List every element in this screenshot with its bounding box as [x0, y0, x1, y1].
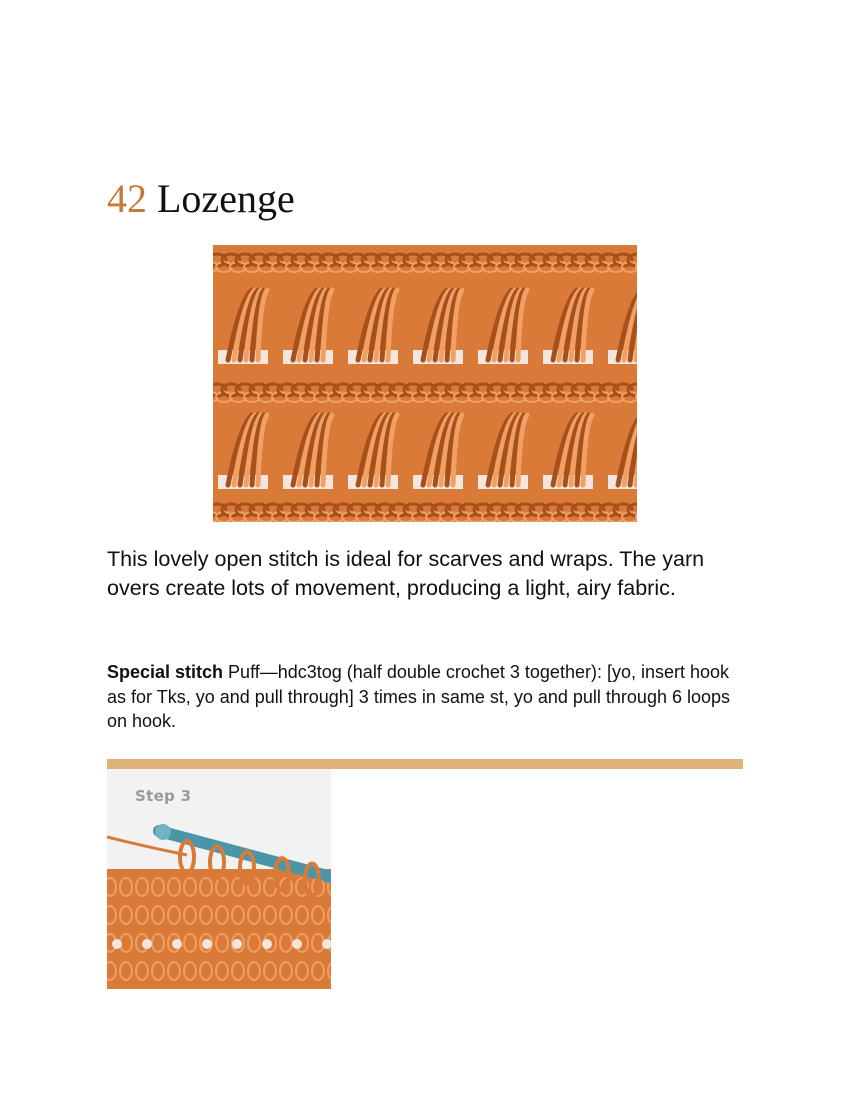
- intro-paragraph: This lovely open stitch is ideal for scarves and wraps. The yarn overs create lots of movement, producing a light, airy fabric.: [107, 547, 705, 600]
- special-stitch-text: Puff—hdc3tog (half double crochet 3 together): [yo, insert hook as for Tks, yo and pull through] 3 times in same st, yo and pull through 6 loops on hook.: [107, 662, 731, 731]
- step-3-image: [107, 769, 331, 989]
- step-label: Step 3: [135, 787, 192, 805]
- lozenge-swatch-image: [213, 245, 637, 522]
- swatch-illustration: [213, 245, 637, 522]
- page-title: [107, 176, 295, 222]
- special-stitch-paragraph: [107, 660, 737, 734]
- pattern-number: 42: [107, 176, 147, 221]
- section-divider: [107, 759, 743, 769]
- special-stitch-label: Special stitch: [107, 662, 224, 682]
- pattern-name: Lozenge: [157, 176, 295, 221]
